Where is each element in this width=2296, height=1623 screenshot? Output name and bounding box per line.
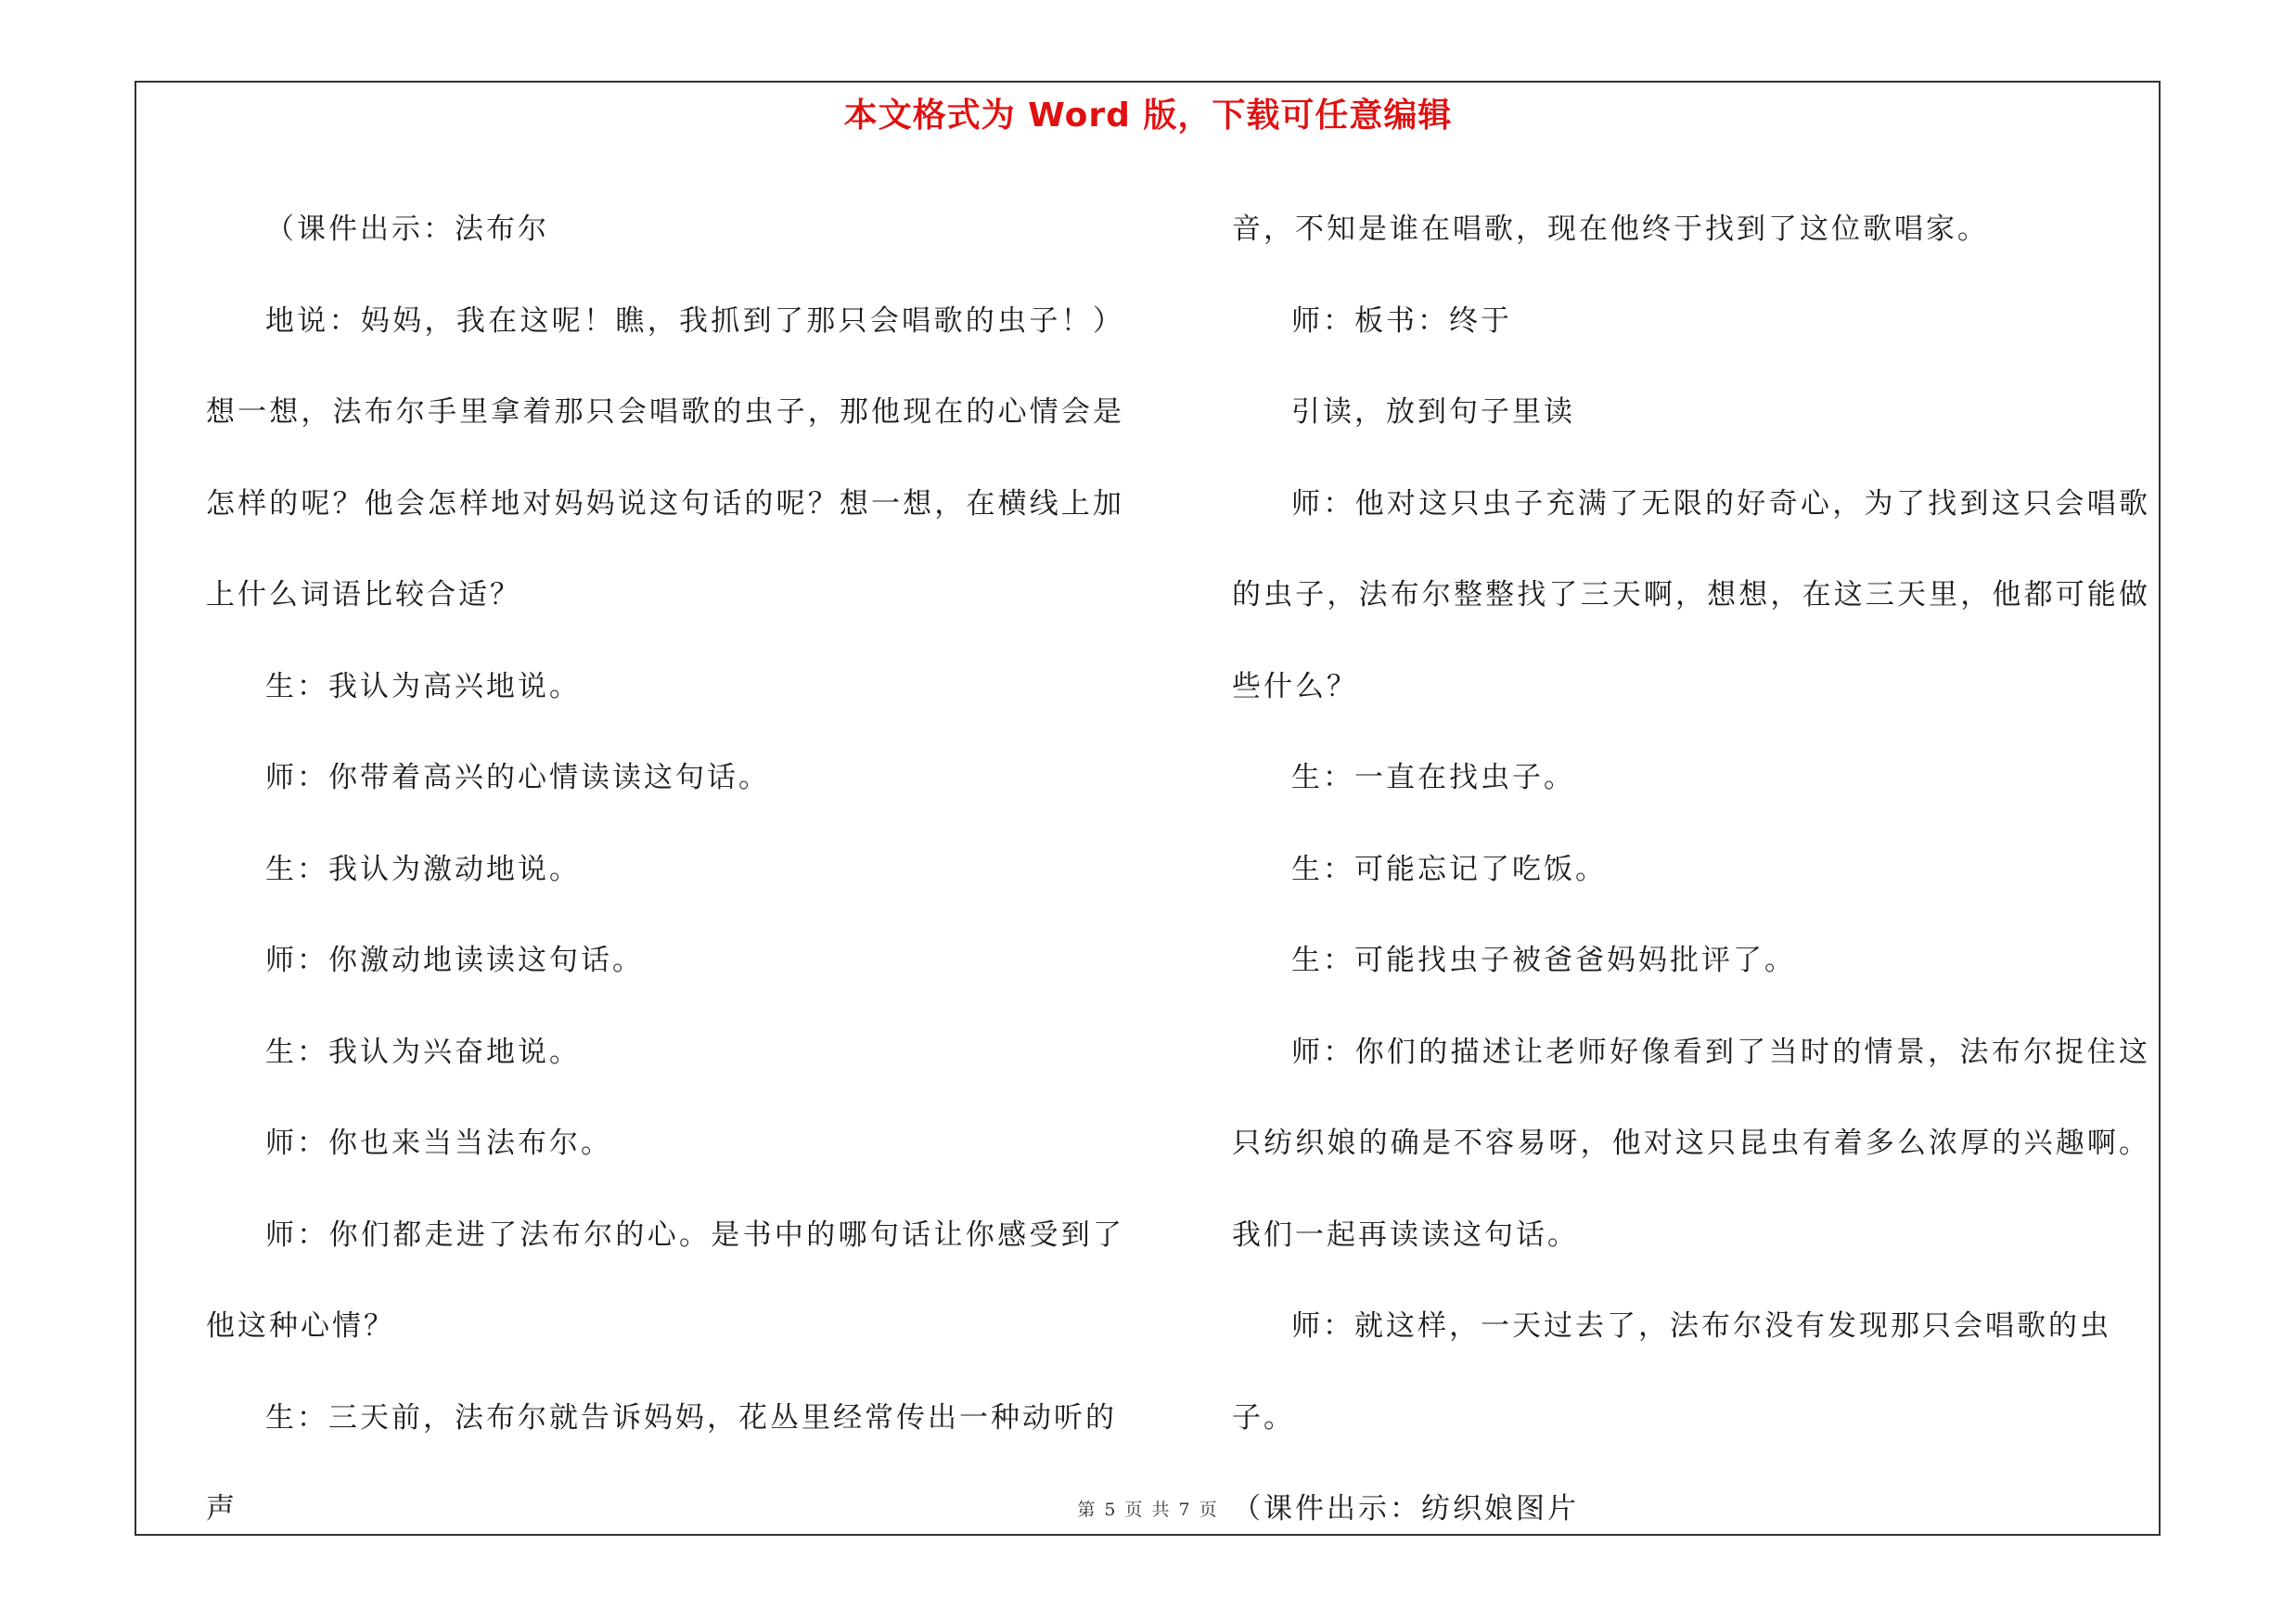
page-number-footer: 第 5 页 共 7 页 <box>1077 1500 1219 1520</box>
right-para-2: 师：板书：终于 <box>1291 303 1512 338</box>
left-para-9: 师：你们都走进了法布尔的心。是书中的哪句话让你感受到了他这种心情？ <box>206 1217 1124 1343</box>
right-para-10: （课件出示：纺织娘图片 <box>1232 1492 1579 1526</box>
right-para-7: 生：可能找虫子被爸爸妈妈批评了。 <box>1291 944 1796 977</box>
right-para-1: 音，不知是谁在唱歌，现在他终于找到了这位歌唱家。 <box>1232 213 1989 246</box>
left-para-5: 生：我认为激动地说。 <box>265 852 581 886</box>
left-para-3: 生：我认为高兴地说。 <box>265 669 581 703</box>
right-para-5: 生：一直在找虫子。 <box>1291 761 1575 794</box>
right-para-4: 师：他对这只虫子充满了无限的好奇心，为了找到这只会唱歌的虫子，法布尔整整找了三天啊，想想，在这三天里，他都可能做些什么？ <box>1232 486 2150 703</box>
left-para-2: 地说：妈妈，我在这呢！瞧，我抓到了那只会唱歌的虫子！）想一想，法布尔手里拿着那只会唱歌的虫子，那他现在的心情会是怎样的呢？他会怎样地对妈妈说这句话的呢？想一想，在横线上加上什么词语比较合适？ <box>206 303 1124 612</box>
left-para-7: 生：我认为兴奋地说。 <box>265 1035 581 1069</box>
right-column <box>1232 184 2150 1555</box>
left-para-6: 师：你激动地读读这句话。 <box>265 944 644 977</box>
right-para-3: 引读，放到句子里读 <box>1291 395 1575 429</box>
left-para-4: 师：你带着高兴的心情读读这句话。 <box>265 761 770 794</box>
left-para-10: 生：三天前，法布尔就告诉妈妈，花丛里经常传出一种动听的声 <box>206 1400 1117 1526</box>
left-column <box>206 184 1124 1555</box>
left-para-8: 师：你也来当当法布尔。 <box>265 1127 612 1160</box>
right-para-9: 师：就这样，一天过去了，法布尔没有发现那只会唱歌的虫子。 <box>1232 1309 2111 1435</box>
right-para-8: 师：你们的描述让老师好像看到了当时的情景，法布尔捉住这只纺织娘的确是不容易呀，他对这只昆虫有着多么浓厚的兴趣啊。我们一起再读读这句话。 <box>1232 1035 2150 1252</box>
left-para-1: （课件出示：法布尔 <box>265 213 549 246</box>
right-para-6: 生：可能忘记了吃饭。 <box>1291 852 1607 886</box>
word-format-banner: 本文格式为 Word 版，下载可任意编辑 <box>843 97 1453 135</box>
